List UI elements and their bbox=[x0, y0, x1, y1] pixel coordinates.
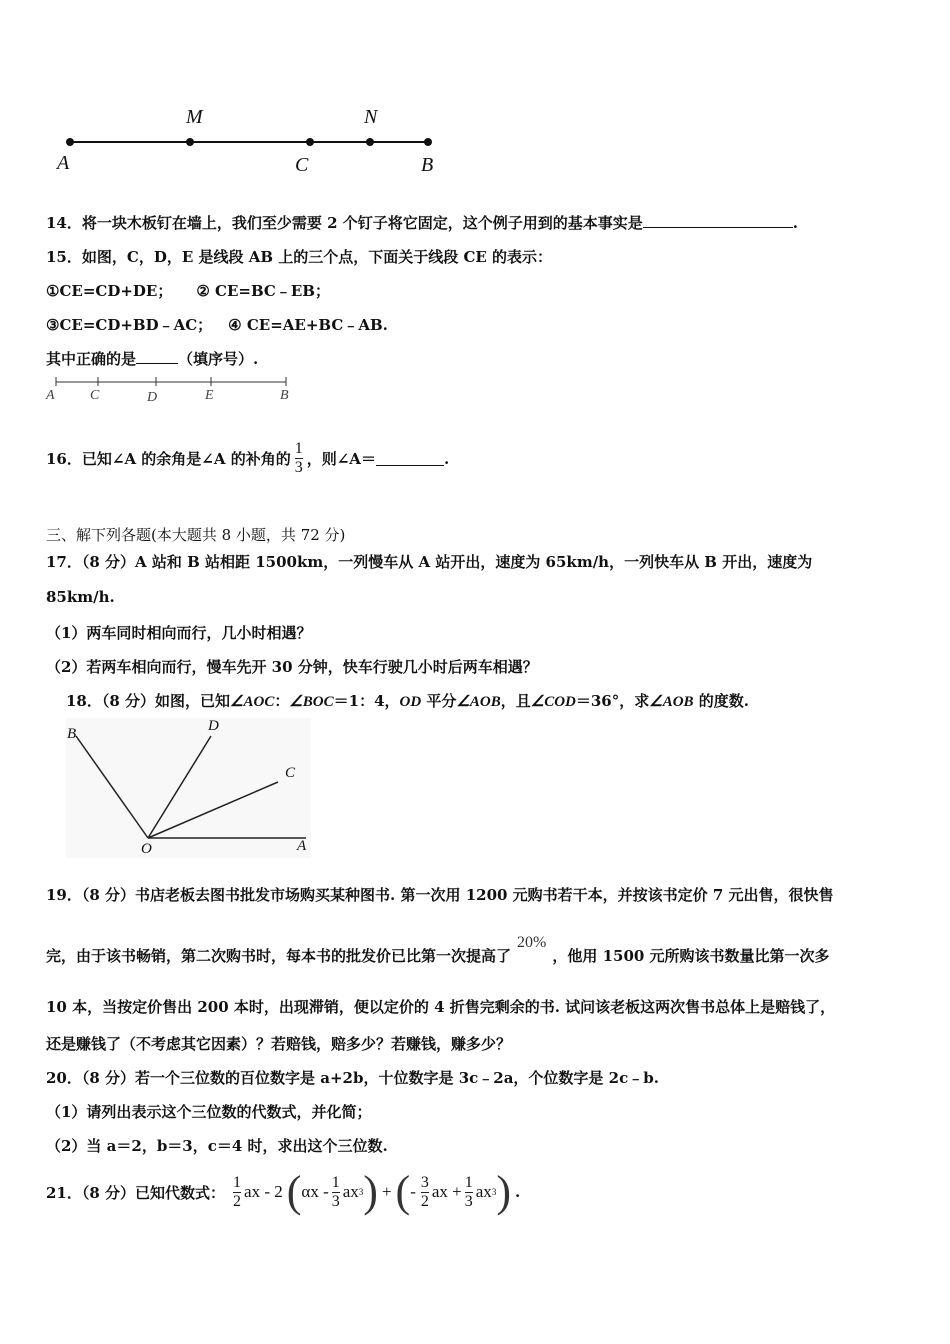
q21-paren-close-2: ) bbox=[496, 1167, 511, 1216]
question-15-options-row2 bbox=[46, 314, 388, 335]
q15-option-2: ② CE=BC﹣EB； bbox=[196, 282, 330, 300]
q18-angle-aoc: ∠AOC bbox=[230, 694, 275, 710]
point-b bbox=[424, 138, 432, 146]
q21-frac-2 bbox=[332, 1174, 340, 1211]
q18-text-6: ＝36°，求 bbox=[575, 692, 650, 710]
q21-term-1: ax - 2 bbox=[244, 1182, 283, 1201]
question-16 bbox=[46, 440, 449, 477]
q14-answer-blank[interactable] bbox=[643, 213, 793, 228]
q18-text-3: ＝1：4， bbox=[333, 692, 400, 710]
q21-frac-4-den: 3 bbox=[464, 1192, 473, 1210]
q18-text-4: 平分 bbox=[421, 692, 457, 710]
question-18 bbox=[66, 690, 749, 711]
q18-text-1: 18．（8 分）如图，已知 bbox=[66, 692, 231, 710]
q16-fraction bbox=[295, 440, 303, 477]
q21-frac-4 bbox=[465, 1174, 473, 1211]
question-15-stem: 15．如图，C，D，E 是线段 AB 上的三个点，下面关于线段 CE 的表示： bbox=[46, 248, 553, 266]
question-19-line1: 19．（8 分）书店老板去图书批发市场购买某种图书. 第一次用 1200 元购书若干本，并按该书定价 7 元出售，很快售 bbox=[46, 886, 834, 904]
q21-paren-open-2: ( bbox=[395, 1167, 411, 1216]
question-17-sub2: （2）若两车相向而行，慢车先开 30 分钟，快车行驶几小时后两车相遇？ bbox=[46, 658, 538, 676]
q21-term-3: ax bbox=[342, 1182, 359, 1201]
q18-label-d: D bbox=[208, 718, 219, 734]
q15-label-e: E bbox=[205, 388, 214, 403]
q21-frac-2-num: 1 bbox=[331, 1173, 340, 1191]
segment-figure-q15 bbox=[46, 376, 296, 406]
q14-end: . bbox=[792, 214, 798, 232]
q21-frac-4-num: 1 bbox=[464, 1173, 473, 1191]
label-n-top: N bbox=[364, 106, 378, 128]
section-3-heading: 三、解下列各题(本大题共 8 小题，共 72 分) bbox=[46, 526, 346, 544]
q21-label: 21．（8 分）已知代数式： bbox=[46, 1183, 226, 1202]
q16-pre: 16．已知∠A 的余角是∠A 的补角的 bbox=[46, 450, 291, 468]
q15-option-4: ④ CE=AE+BC﹣AB. bbox=[228, 316, 388, 334]
q18-label-b: B bbox=[67, 726, 77, 742]
q21-paren-open-1: ( bbox=[286, 1167, 302, 1216]
q19-text-b: ，他用 1500 元所购该书数量比第一次多 bbox=[552, 947, 830, 965]
question-20-stem: 20．（8 分）若一个三位数的百位数字是 a+2b，十位数字是 3c﹣2a，个位数字是 2c﹣b. bbox=[46, 1069, 659, 1087]
q16-post: ，则∠A＝ bbox=[306, 450, 376, 468]
question-19-line3: 10 本，当按定价售出 200 本时，出现滞销，便以定价的 4 折售完剩余的书. 试问该老板这两次售书总体上是赔钱了， bbox=[46, 998, 836, 1016]
q21-term-5: ax + bbox=[431, 1182, 462, 1201]
q15-answer-blank[interactable] bbox=[136, 349, 178, 364]
q21-term-2: αx - bbox=[301, 1182, 329, 1201]
point-m bbox=[186, 138, 194, 146]
q21-paren-close-1: ) bbox=[363, 1167, 378, 1216]
q18-text-5: ，且 bbox=[500, 692, 531, 710]
q15-option-3: ③CE=CD+BD﹣AC； bbox=[46, 316, 213, 334]
q18-text-2: ： bbox=[274, 692, 290, 710]
q21-plus: + bbox=[381, 1182, 392, 1201]
question-17-line1: 17．（8 分）A 站和 B 站相距 1500km，一列慢车从 A 站开出，速度为 65km/h，一列快车从 B 开出，速度为 bbox=[46, 553, 813, 571]
q19-percent: 20% bbox=[517, 934, 547, 951]
q18-angle-aob: ∠AOB bbox=[456, 694, 501, 710]
question-17-sub1: （1）两车同时相向而行，几小时相遇？ bbox=[46, 624, 312, 642]
q21-frac-3-num: 3 bbox=[420, 1173, 429, 1191]
question-15-options-row1 bbox=[46, 280, 330, 301]
q18-label-a: A bbox=[297, 838, 307, 854]
q21-term-4: - bbox=[410, 1182, 416, 1201]
q15-option-1: ①CE=CD+DE； bbox=[46, 282, 173, 300]
q14-text: 14．将一块木板钉在墙上，我们至少需要 2 个钉子将它固定，这个例子用到的基本事实是 bbox=[46, 214, 643, 232]
q21-exp-2: 3 bbox=[491, 1187, 497, 1197]
label-b-top: B bbox=[421, 154, 434, 176]
question-15-ask bbox=[46, 348, 258, 369]
q18-angle-boc: ∠BOC bbox=[289, 694, 334, 710]
point-a bbox=[66, 138, 74, 146]
q16-fraction-num: 1 bbox=[294, 440, 303, 457]
q18-text-7: 的度数. bbox=[693, 692, 749, 710]
q15-label-a: A bbox=[46, 388, 55, 403]
q15-ask-text: 其中正确的是 bbox=[46, 350, 137, 368]
q15-label-c: C bbox=[90, 388, 100, 403]
question-21 bbox=[46, 1168, 520, 1216]
q21-end: . bbox=[514, 1183, 521, 1201]
q18-label-o: O bbox=[141, 841, 152, 857]
q21-frac-3 bbox=[421, 1174, 429, 1211]
q15-ask-tail: （填序号）. bbox=[178, 350, 259, 368]
q16-fraction-den: 3 bbox=[294, 459, 303, 476]
question-19-line2 bbox=[46, 934, 830, 966]
q21-frac-1 bbox=[233, 1174, 241, 1211]
q18-angle-aob-2: ∠AOB bbox=[649, 694, 694, 710]
q18-label-c: C bbox=[285, 765, 296, 781]
q18-angle-cod: ∠COD bbox=[530, 694, 576, 710]
q21-term-6: ax bbox=[475, 1182, 492, 1201]
q16-end: . bbox=[443, 449, 450, 468]
q21-frac-2-den: 3 bbox=[331, 1192, 340, 1210]
label-a-top: A bbox=[57, 152, 70, 174]
question-20-sub2: （2）当 a＝2，b＝3，c＝4 时，求出这个三位数. bbox=[46, 1137, 388, 1155]
q18-od: OD bbox=[399, 694, 422, 710]
q19-text-a: 完，由于该书畅销，第二次购书时，每本书的批发价已比第一次提高了 bbox=[46, 947, 512, 965]
q15-label-b: B bbox=[280, 388, 289, 403]
q21-frac-1-den: 2 bbox=[233, 1192, 242, 1210]
question-20-sub1: （1）请列出表示这个三位数的代数式，并化简； bbox=[46, 1103, 372, 1121]
q21-frac-1-num: 1 bbox=[233, 1173, 242, 1191]
label-m-top: M bbox=[186, 106, 203, 128]
q21-frac-3-den: 2 bbox=[420, 1192, 429, 1210]
question-17-line2: 85km/h. bbox=[46, 588, 115, 606]
segment-figure-top bbox=[50, 100, 450, 185]
q21-exp-1: 3 bbox=[358, 1187, 364, 1197]
point-n bbox=[366, 138, 374, 146]
q16-answer-blank[interactable] bbox=[376, 451, 444, 466]
label-c-top: C bbox=[295, 154, 309, 176]
question-19-line4: 还是赚钱了（不考虑其它因素）？若赔钱，赔多少？若赚钱，赚多少？ bbox=[46, 1035, 512, 1053]
angle-figure-q18 bbox=[66, 718, 311, 858]
point-c bbox=[306, 138, 314, 146]
q15-label-d: D bbox=[147, 390, 158, 405]
question-14 bbox=[46, 212, 798, 233]
